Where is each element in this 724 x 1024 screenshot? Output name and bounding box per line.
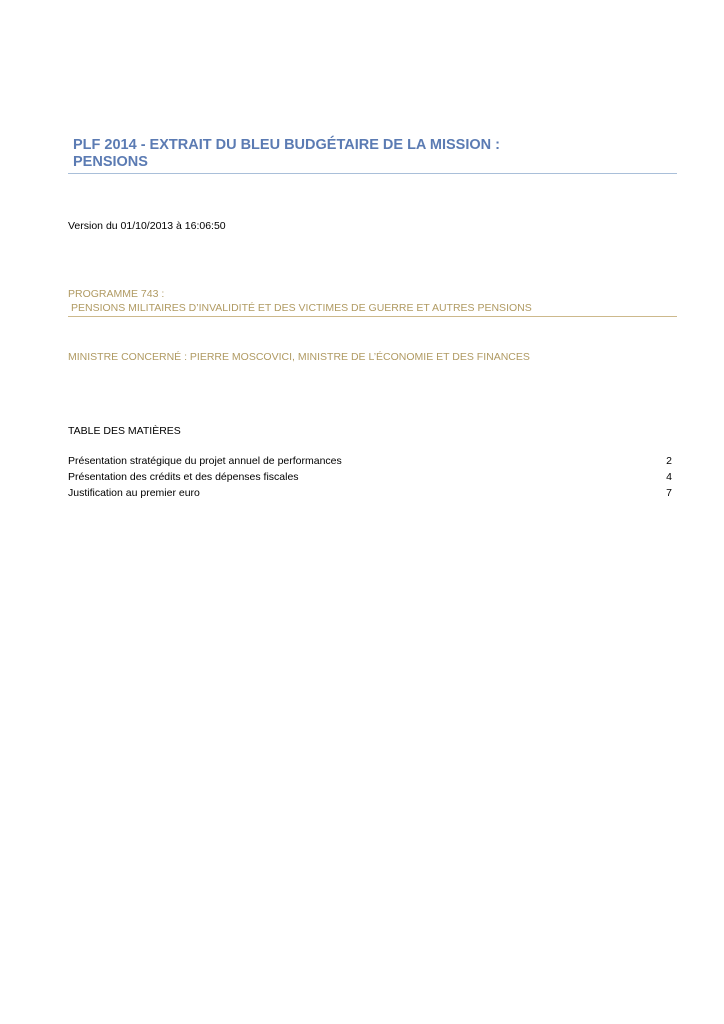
toc-entry-label: Présentation stratégique du projet annuel de performances: [68, 455, 342, 467]
toc-heading: TABLE DES MATIÈRES: [68, 425, 181, 437]
programme-number: PROGRAMME 743 :: [68, 288, 165, 300]
programme-heading: [68, 287, 677, 317]
document-title-line-2: PENSIONS: [73, 154, 148, 170]
toc-entry[interactable]: [68, 486, 672, 502]
programme-name: PENSIONS MILITAIRES D’INVALIDITÉ ET DES VICTIMES DE GUERRE ET AUTRES PENSIONS: [71, 302, 532, 314]
toc-entry-page: 4: [666, 470, 672, 483]
minister-line: MINISTRE CONCERNÉ : PIERRE MOSCOVICI, MINISTRE DE L’ÉCONOMIE ET DES FINANCES: [68, 351, 530, 363]
toc-entry[interactable]: [68, 454, 672, 470]
toc-entry-label: Justification au premier euro: [68, 486, 200, 499]
toc-entry[interactable]: [68, 470, 672, 486]
document-title-line-1: PLF 2014 - EXTRAIT DU BLEU BUDGÉTAIRE DE LA MISSION :: [73, 137, 500, 153]
table-of-contents: [68, 454, 672, 501]
version-date: Version du 01/10/2013 à 16:06:50: [68, 220, 226, 232]
document-title: [68, 137, 677, 174]
toc-entry-label: Présentation des crédits et des dépenses fiscales: [68, 470, 299, 483]
toc-entry-page: 2: [666, 455, 672, 467]
toc-entry-page: 7: [666, 486, 672, 499]
